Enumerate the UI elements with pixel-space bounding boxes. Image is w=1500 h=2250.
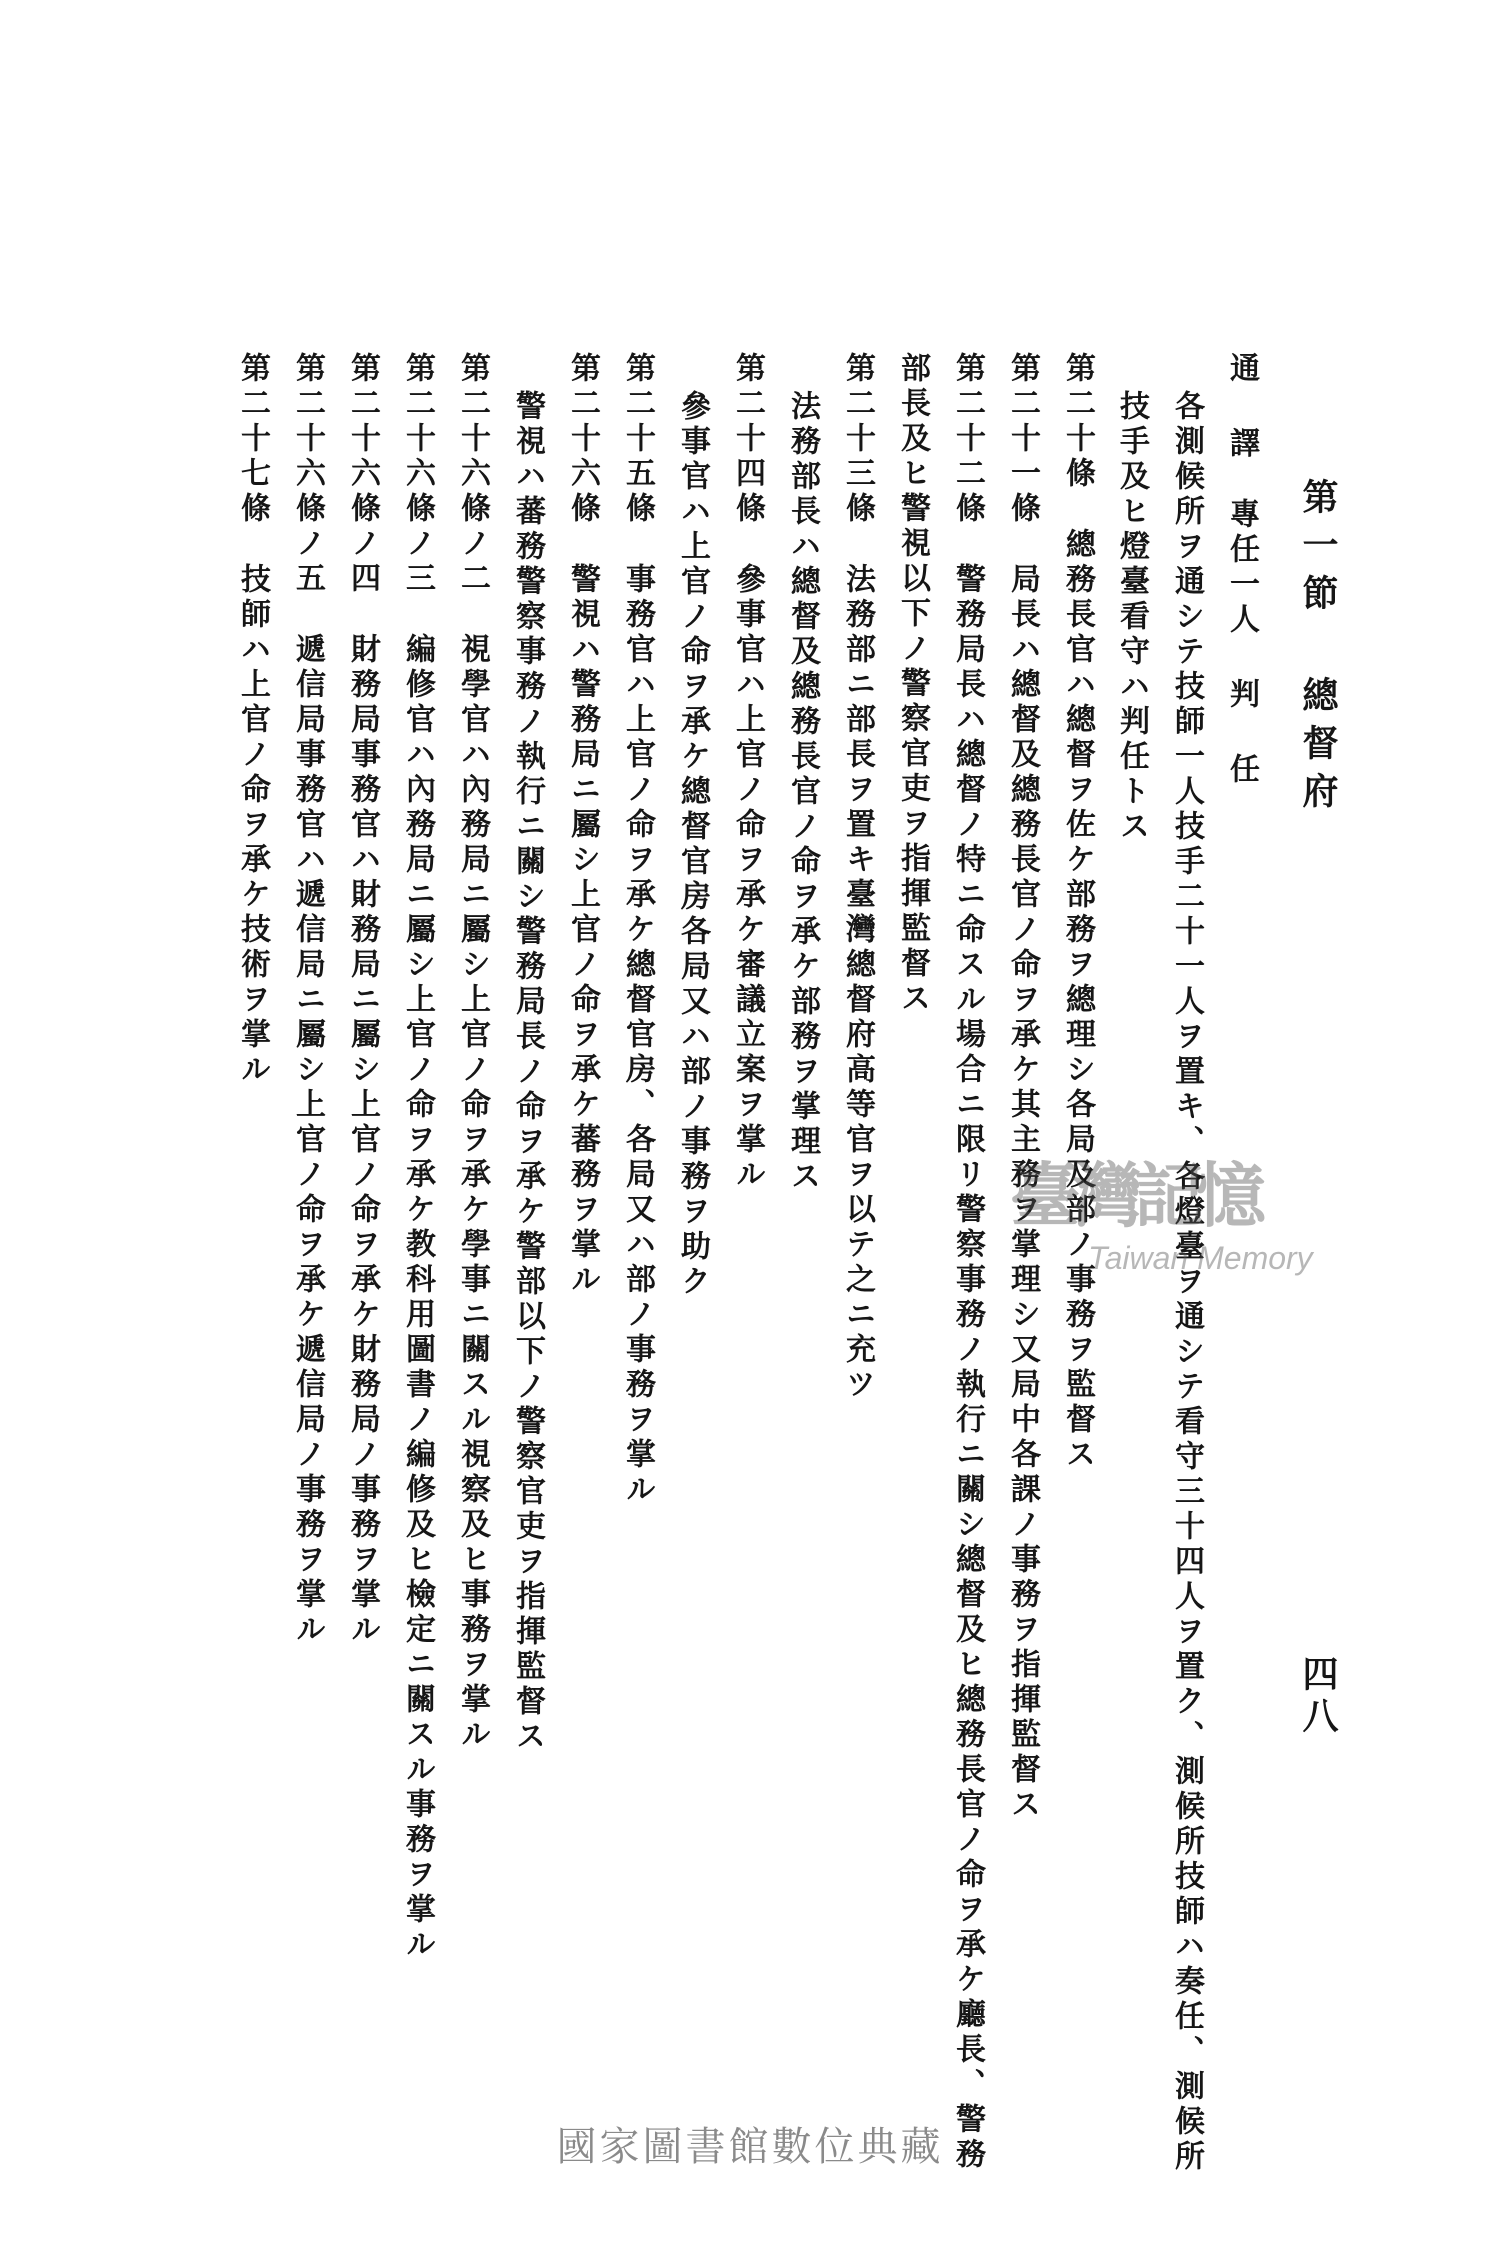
column-text: 參事官ハ上官ノ命ヲ承ケ總督官房各局又ハ部ノ事務ヲ助ク <box>675 390 710 1300</box>
column-text: 編修官ハ內務局ニ屬シ上官ノ命ヲ承ケ教科用圖書ノ編修及ヒ檢定ニ關スル事務ヲ掌ル <box>400 633 435 1963</box>
text-column <box>235 352 270 1088</box>
page-number: 四八 <box>1297 1655 1339 1739</box>
text-column <box>840 352 875 1403</box>
article-number: 第二十二條 <box>950 352 985 527</box>
column-text: 遞信局事務官ハ遞信局ニ屬シ上官ノ命ヲ承ケ遞信局ノ事務ヲ掌ル <box>290 633 325 1648</box>
text-column <box>510 390 545 1755</box>
article-number: 第二十一條 <box>1005 352 1040 527</box>
column-text: 參事官ハ上官ノ命ヲ承ケ審議立案ヲ掌ル <box>730 563 765 1193</box>
text-column <box>290 352 325 1648</box>
column-text: 部長及ヒ警視以下ノ警察官吏ヲ指揮監督ス <box>895 352 930 1017</box>
text-column <box>455 352 490 1753</box>
column-text: 技師ハ上官ノ命ヲ承ケ技術ヲ掌ル <box>235 563 270 1088</box>
article-number: 第二十五條 <box>620 352 655 527</box>
column-lead: 通 譯 <box>1224 352 1259 462</box>
text-column <box>1060 352 1095 1473</box>
column-text: 總務長官ハ總督ヲ佐ケ部務ヲ總理シ各局及部ノ事務ヲ監督ス <box>1060 528 1095 1473</box>
text-column <box>950 352 985 2173</box>
text-column <box>1224 352 1259 788</box>
text-column <box>675 390 710 1300</box>
watermark-text: Taiwan Memory <box>1088 1240 1313 1276</box>
text-column <box>345 352 380 1648</box>
column-text: 事務官ハ上官ノ命ヲ承ケ總督官房、各局又ハ部ノ事務ヲ掌ル <box>620 563 655 1508</box>
watermark-glyphs: 臺灣記憶 <box>1010 1154 1258 1237</box>
text-column <box>1005 352 1040 1823</box>
column-text: 法務部ニ部長ヲ置キ臺灣總督府高等官ヲ以テ之ニ充ツ <box>840 563 875 1403</box>
column-text: 警務局長ハ總督ノ特ニ命スル場合ニ限リ警察事務ノ執行ニ關シ總督及ヒ總務長官ノ命ヲ承ケ廳長、警務 <box>950 563 985 2173</box>
column-text: 財務局事務官ハ財務局ニ屬シ上官ノ命ヲ承ケ財務局ノ事務ヲ掌ル <box>345 633 380 1648</box>
article-number: 第二十三條 <box>840 352 875 527</box>
article-number: 第二十六條ノ三 <box>400 352 435 597</box>
text-column <box>400 352 435 1963</box>
text-column <box>565 352 600 1298</box>
article-number: 第二十七條 <box>235 352 270 527</box>
article-number: 第二十六條ノ二 <box>455 352 490 597</box>
text-column <box>730 352 765 1193</box>
text-column <box>1114 390 1149 845</box>
text-column <box>620 352 655 1508</box>
watermark-logo <box>1010 1140 1313 1300</box>
column-text: 各測候所ヲ通シテ技師一人技手二十一人ヲ置キ、各燈臺ヲ通シテ看守三十四人ヲ置ク、測候所技師ハ奏任、測候所 <box>1169 390 1204 2175</box>
column-text: 專任一人 判 任 <box>1224 498 1259 788</box>
column-text: 技手及ヒ燈臺看守ハ判任トス <box>1114 390 1149 845</box>
column-text: 警視ハ蕃務警察事務ノ執行ニ關シ警務局長ノ命ヲ承ケ警部以下ノ警察官吏ヲ指揮監督ス <box>510 390 545 1755</box>
column-text: 法務部長ハ總督及總務長官ノ命ヲ承ケ部務ヲ掌理ス <box>785 390 820 1195</box>
footer-credit: 國家圖書館數位典藏 <box>556 2124 944 2170</box>
text-column <box>895 352 930 1017</box>
article-number: 第二十六條ノ五 <box>290 352 325 597</box>
column-text: 局長ハ總督及總務長官ノ命ヲ承ケ其主務ヲ掌理シ又局中各課ノ事務ヲ指揮監督ス <box>1005 563 1040 1823</box>
column-text: 警視ハ警務局ニ屬シ上官ノ命ヲ承ケ蕃務ヲ掌ル <box>565 563 600 1298</box>
article-number: 第二十六條ノ四 <box>345 352 380 597</box>
article-number: 第二十四條 <box>730 352 765 527</box>
section-title: 第一節 總督府 <box>1297 478 1339 820</box>
article-number: 第二十六條 <box>565 352 600 527</box>
text-column <box>785 390 820 1195</box>
column-text: 視學官ハ內務局ニ屬シ上官ノ命ヲ承ケ學事ニ關スル視察及ヒ事務ヲ掌ル <box>455 633 490 1753</box>
article-number: 第二十條 <box>1060 352 1095 492</box>
